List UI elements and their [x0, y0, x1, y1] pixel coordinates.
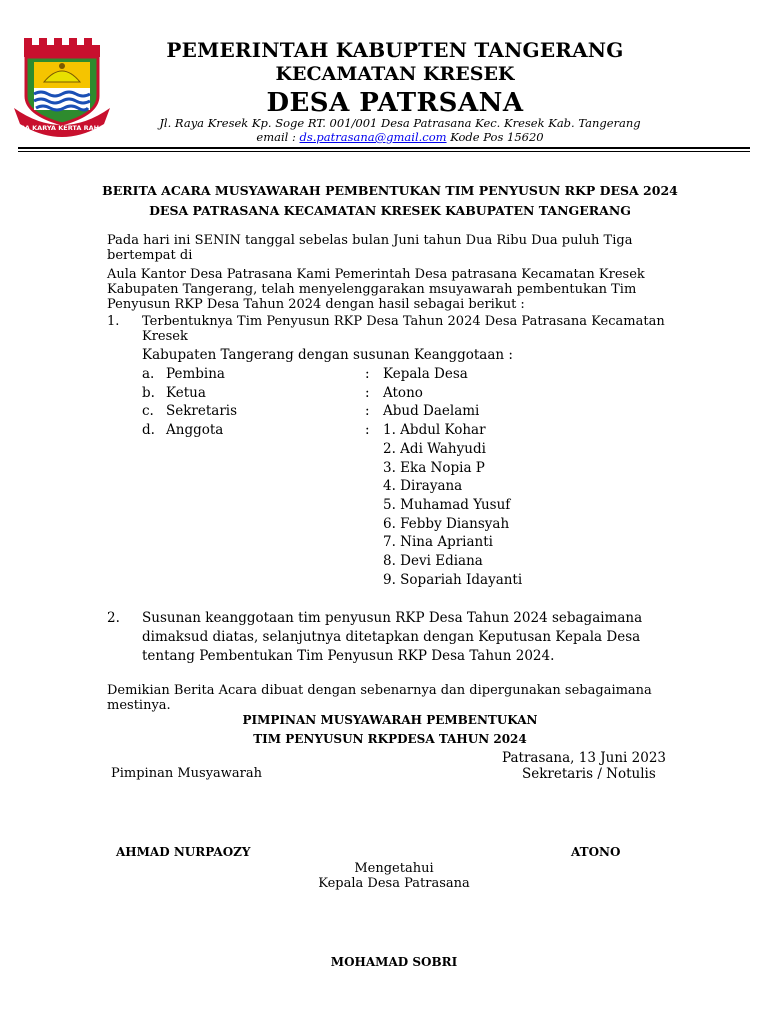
role-value: Kepala Desa	[383, 366, 468, 382]
header-rule-thick	[18, 147, 750, 149]
header-district: KECAMATAN KRESEK	[275, 63, 515, 85]
member-item: 2. Adi Wahyudi	[383, 441, 486, 457]
header-government: PEMERINTAH KABUPTEN TANGERANG	[166, 38, 624, 62]
item2-line3: tentang Pembentukan Tim Penyusun RKP Desa Tahun 2024.	[142, 648, 555, 664]
intro-line5: Penyusun RKP Desa Tahun 2024 dengan hasil sebagai berikut :	[107, 297, 525, 312]
role-key: b.	[142, 385, 155, 401]
closing-line1: Demikian Berita Acara dibuat dengan sebenarnya dan dipergunakan sebagaimana	[107, 683, 652, 698]
role-key: d.	[142, 422, 155, 438]
item1-line1: Terbentuknya Tim Penyusun RKP Desa Tahun 2024 Desa Patrasana Kecamatan	[142, 314, 665, 329]
signature-heading-2: TIM PENYUSUN RKPDESA TAHUN 2024	[253, 732, 527, 746]
intro-line1: Pada hari ini SENIN tanggal sebelas bulan Juni tahun Dua Ribu Dua puluh Tiga	[107, 233, 633, 248]
header-address: Jl. Raya Kresek Kp. Soge RT. 001/001 Desa Patrasana Kec. Kresek Kab. Tangerang	[159, 116, 641, 130]
left-signer-name: AHMAD NURPAOZY	[116, 845, 251, 859]
right-signer-name: ATONO	[571, 845, 621, 859]
closing-line2: mestinya.	[107, 698, 171, 713]
header-village: DESA PATRSANA	[266, 88, 524, 118]
postcode: Kode Pos 15620	[446, 130, 544, 144]
role-label: Ketua	[166, 385, 206, 401]
place-date: Patrasana, 13 Juni 2023	[502, 750, 666, 766]
item2-line1: Susunan keanggotaan tim penyusun RKP Desa Tahun 2024 sebagaimana	[142, 610, 643, 626]
header-contact	[130, 130, 670, 144]
logo-motto: BAJRA KARYA KERTA RAHARJA	[12, 124, 112, 132]
regency-emblem-logo	[12, 38, 112, 138]
village-head-role: Kepala Desa Patrasana	[318, 876, 470, 891]
document-title-line1: BERITA ACARA MUSYAWARAH PEMBENTUKAN TIM PENYUSUN RKP DESA 2024	[102, 183, 678, 198]
signature-heading-1: PIMPINAN MUSYAWARAH PEMBENTUKAN	[242, 713, 538, 727]
email-label: email :	[256, 130, 300, 144]
document-title-line2: DESA PATRASANA KECAMATAN KRESEK KABUPATEN TANGERANG	[149, 203, 631, 218]
member-item: 6. Febby Diansyah	[383, 516, 510, 532]
role-label: Anggota	[166, 422, 224, 438]
member-item: 4. Dirayana	[383, 478, 463, 494]
member-item: 5. Muhamad Yusuf	[383, 497, 511, 513]
role-value: Abud Daelami	[383, 403, 480, 419]
left-signer-role: Pimpinan Musyawarah	[111, 766, 263, 781]
role-label: Pembina	[166, 366, 225, 382]
item1-number: 1.	[107, 314, 120, 329]
intro-line2: bertempat di	[107, 248, 193, 263]
role-label: Sekretaris	[166, 403, 238, 419]
member-item: 3. Eka Nopia P	[383, 460, 485, 476]
item2-number: 2.	[107, 610, 120, 626]
right-signer-role: Sekretaris / Notulis	[522, 766, 656, 782]
member-item: 1. Abdul Kohar	[383, 422, 486, 438]
member-item: 9. Sopariah Idayanti	[383, 572, 523, 588]
acknowledged-label: Mengetahui	[354, 861, 434, 876]
village-head-name: MOHAMAD SOBRI	[330, 955, 458, 969]
item2-line2: dimaksud diatas, selanjutnya ditetapkan dengan Keputusan Kepala Desa	[142, 629, 641, 645]
item1-line2: Kresek	[142, 329, 188, 344]
member-item: 7. Nina Aprianti	[383, 534, 493, 550]
role-colon: :	[365, 385, 370, 401]
role-colon: :	[365, 403, 370, 419]
role-colon: :	[365, 422, 370, 438]
role-key: c.	[142, 403, 154, 419]
role-key: a.	[142, 366, 155, 382]
intro-line4: Kabupaten Tangerang, telah menyelenggarakan msuyawarah pembentukan Tim	[107, 282, 637, 297]
item1-line3: Kabupaten Tangerang dengan susunan Keanggotaan :	[142, 347, 513, 363]
member-item: 8. Devi Ediana	[383, 553, 483, 569]
intro-line3: Aula Kantor Desa Patrasana Kami Pemerintah Desa patrasana Kecamatan Kresek	[107, 267, 645, 282]
email-link[interactable]: ds.patrasana@gmail.com	[299, 130, 447, 144]
header-rule-thin	[18, 151, 750, 152]
role-value: Atono	[383, 385, 423, 401]
role-colon: :	[365, 366, 370, 382]
